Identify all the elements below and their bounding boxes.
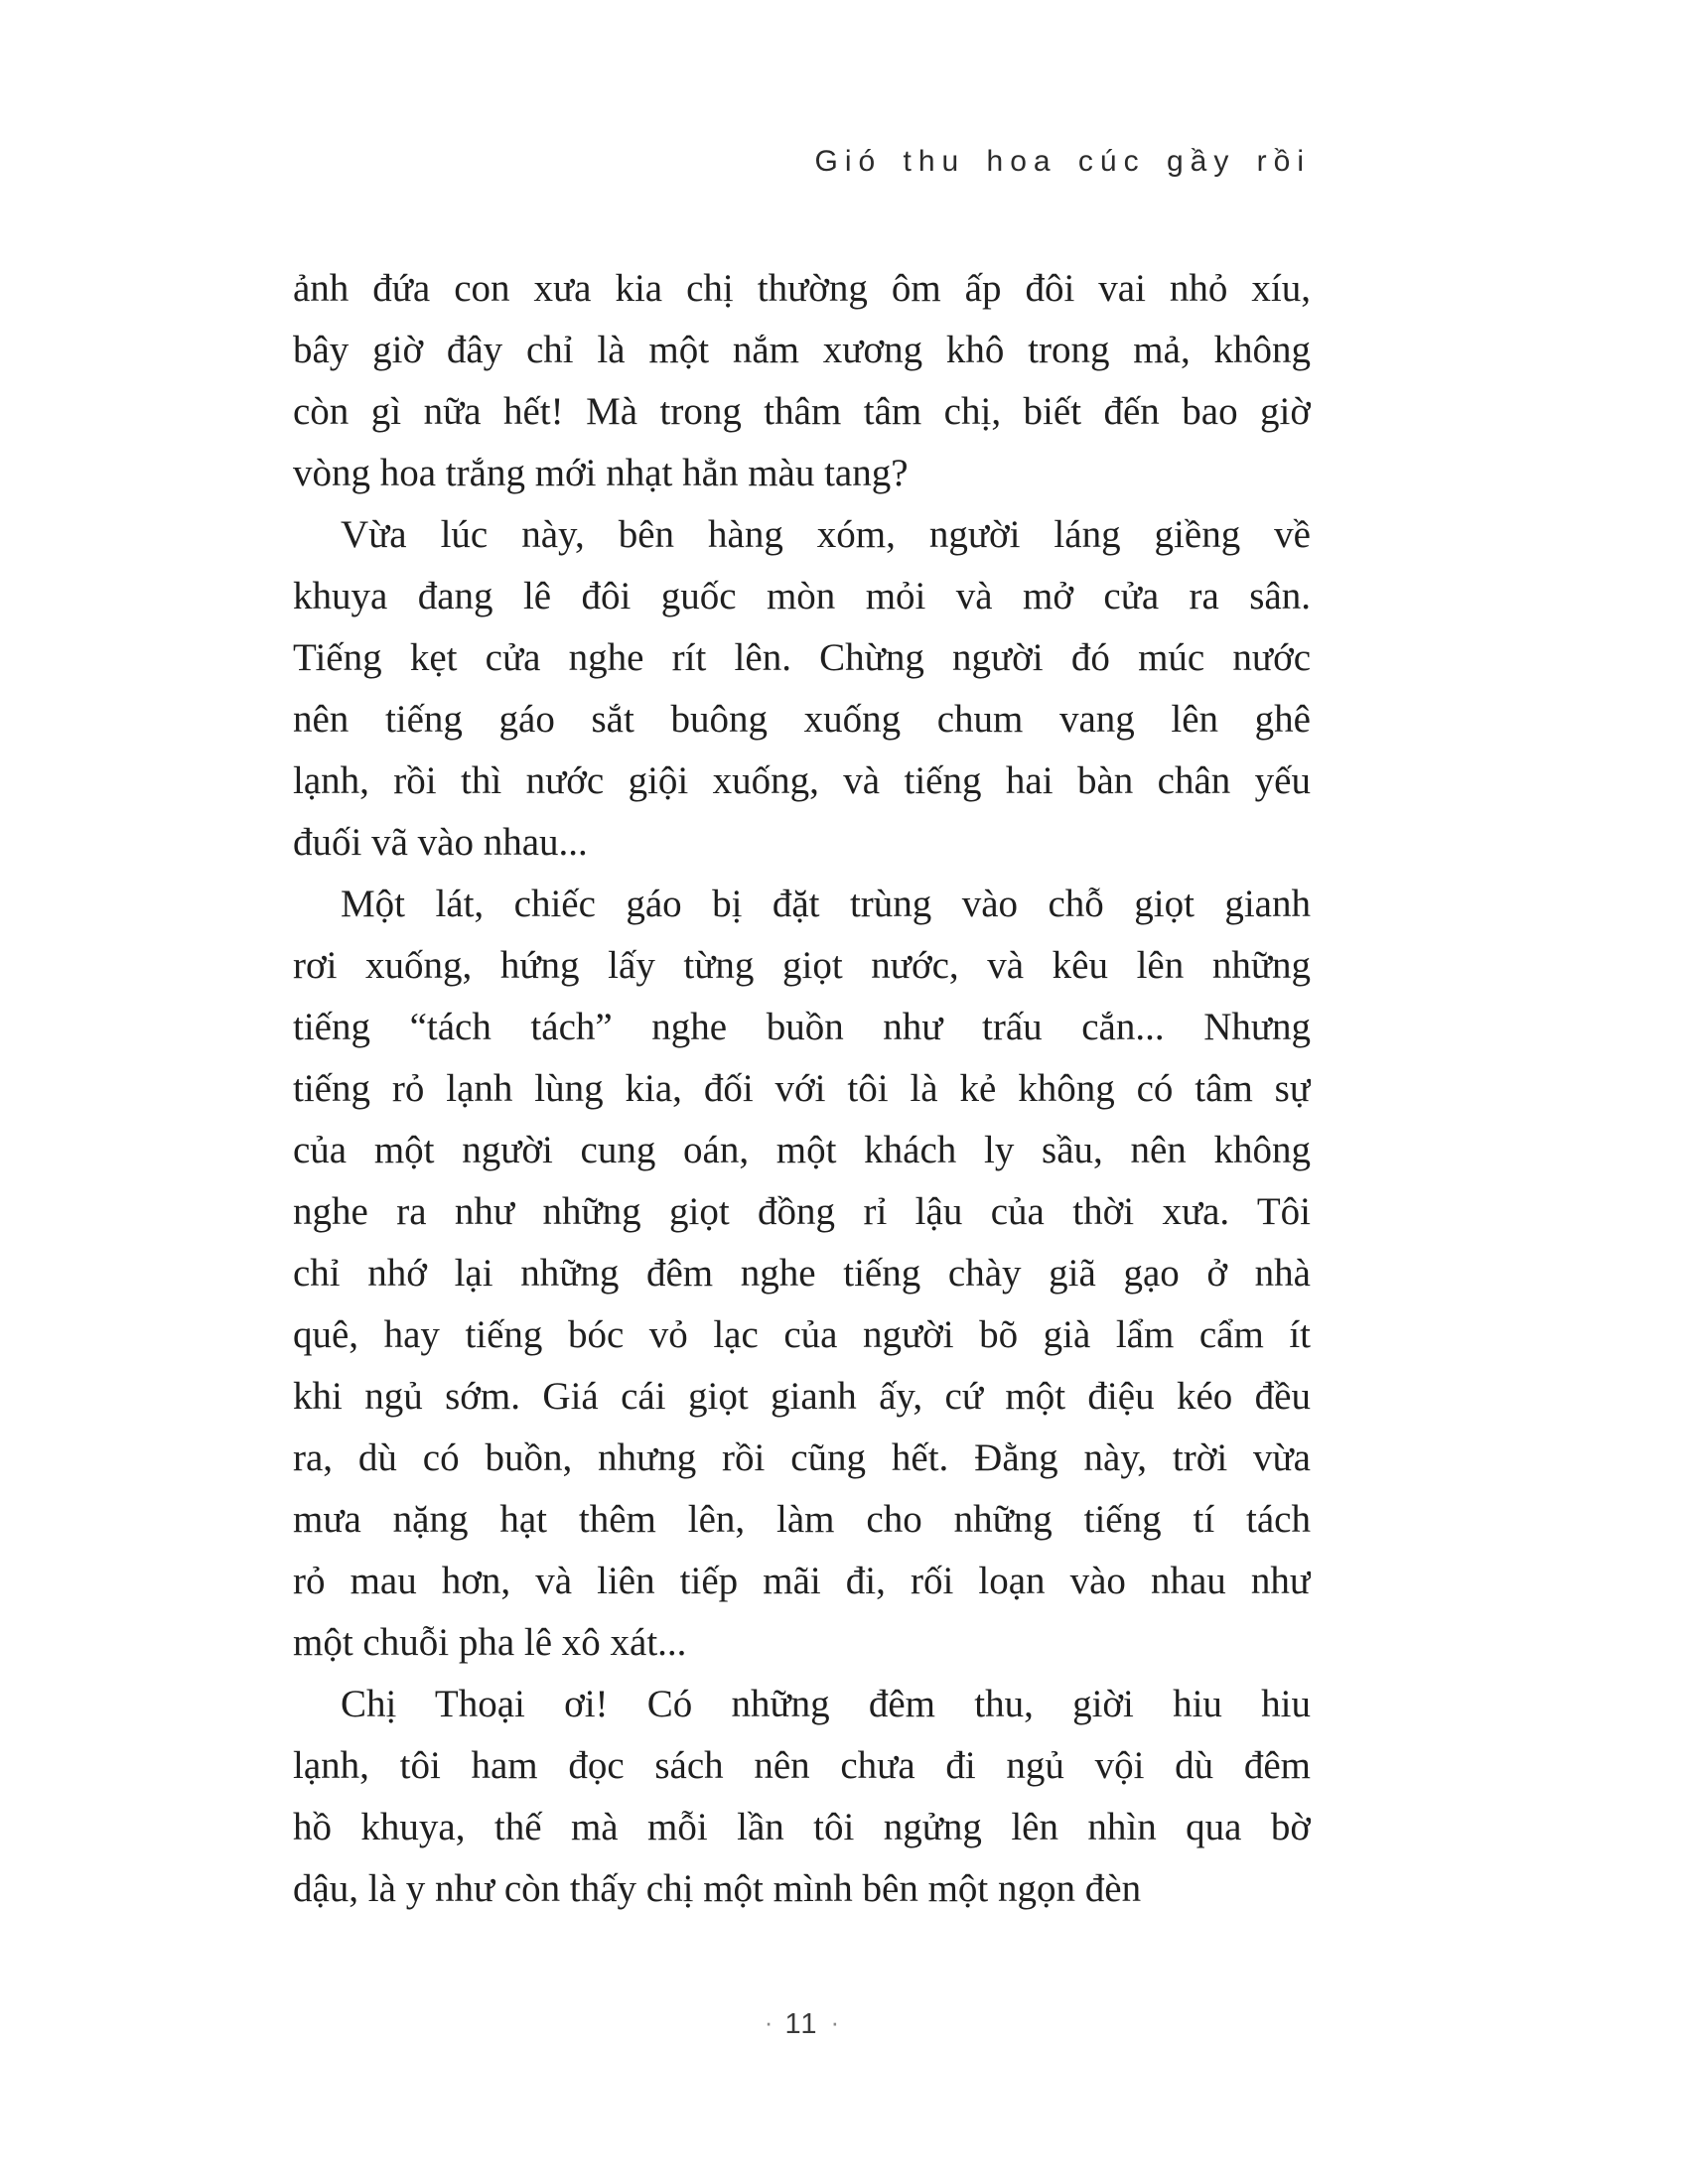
footer-right-dot: ·	[830, 2007, 840, 2037]
paragraph	[293, 1674, 1311, 1920]
text-line: bây giờ đây chỉ là một nắm xương khô trong mả, không	[293, 329, 1311, 371]
running-header: Gió thu hoa cúc gầy rồi	[814, 145, 1311, 178]
paragraph	[293, 504, 1311, 874]
text-line: đuối vã vào nhau...	[293, 821, 588, 864]
text-line: mưa nặng hạt thêm lên, làm cho những tiếng tí tách	[293, 1498, 1311, 1541]
text-line: quê, hay tiếng bóc vỏ lạc của người bõ già lẩm cẩm ít	[293, 1313, 1311, 1356]
text-line: Một lát, chiếc gáo bị đặt trùng vào chỗ giọt gianh	[341, 883, 1311, 925]
text-line: khi ngủ sớm. Giá cái giọt gianh ấy, cứ một điệu kéo đều	[293, 1375, 1311, 1418]
footer-left-dot: ·	[764, 2007, 774, 2037]
page-number: 11	[784, 2008, 819, 2040]
text-line: rỏ mau hơn, và liên tiếp mãi đi, rối loạn vào nhau như	[293, 1560, 1311, 1602]
text-line: ảnh đứa con xưa kia chị thường ôm ấp đôi vai nhỏ xíu,	[293, 267, 1311, 310]
paragraph	[293, 258, 1311, 504]
page-footer	[293, 2007, 1311, 2041]
text-line: hồ khuya, thế mà mỗi lần tôi ngửng lên nhìn qua bờ	[293, 1806, 1311, 1848]
text-line: lạnh, rồi thì nước giội xuống, và tiếng hai bàn chân yếu	[293, 759, 1311, 802]
text-line: dậu, là y như còn thấy chị một mình bên một ngọn đèn	[293, 1867, 1142, 1910]
text-line: lạnh, tôi ham đọc sách nên chưa đi ngủ vội dù đêm	[293, 1744, 1311, 1787]
text-line: nghe ra như những giọt đồng rỉ lậu của thời xưa. Tôi	[293, 1190, 1311, 1233]
text-line: chỉ nhớ lại những đêm nghe tiếng chày giã gạo ở nhà	[293, 1252, 1311, 1295]
text-line: rơi xuống, hứng lấy từng giọt nước, và kêu lên những	[293, 944, 1311, 987]
paragraph	[293, 874, 1311, 1674]
text-line: Chị Thoại ơi! Có những đêm thu, giời hiu hiu	[341, 1683, 1311, 1725]
text-line: tiếng rỏ lạnh lùng kia, đối với tôi là kẻ không có tâm sự	[293, 1067, 1311, 1110]
text-line: khuya đang lê đôi guốc mòn mỏi và mở cửa ra sân.	[293, 575, 1311, 617]
text-line: tiếng “tách tách” nghe buồn như trấu cắn... Nhưng	[293, 1006, 1311, 1048]
text-line: một chuỗi pha lê xô xát...	[293, 1621, 687, 1664]
text-block	[293, 258, 1311, 1920]
text-line: ra, dù có buồn, nhưng rồi cũng hết. Đằng này, trời vừa	[293, 1436, 1311, 1479]
text-line: vòng hoa trắng mới nhạt hẳn màu tang?	[293, 452, 909, 494]
text-line: còn gì nữa hết! Mà trong thâm tâm chị, biết đến bao giờ	[293, 390, 1311, 433]
text-line: Tiếng kẹt cửa nghe rít lên. Chừng người đó múc nước	[293, 636, 1311, 679]
text-line: nên tiếng gáo sắt buông xuống chum vang lên ghê	[293, 698, 1311, 741]
text-line: Vừa lúc này, bên hàng xóm, người láng giềng về	[341, 513, 1311, 556]
text-line: của một người cung oán, một khách ly sầu, nên không	[293, 1129, 1311, 1171]
